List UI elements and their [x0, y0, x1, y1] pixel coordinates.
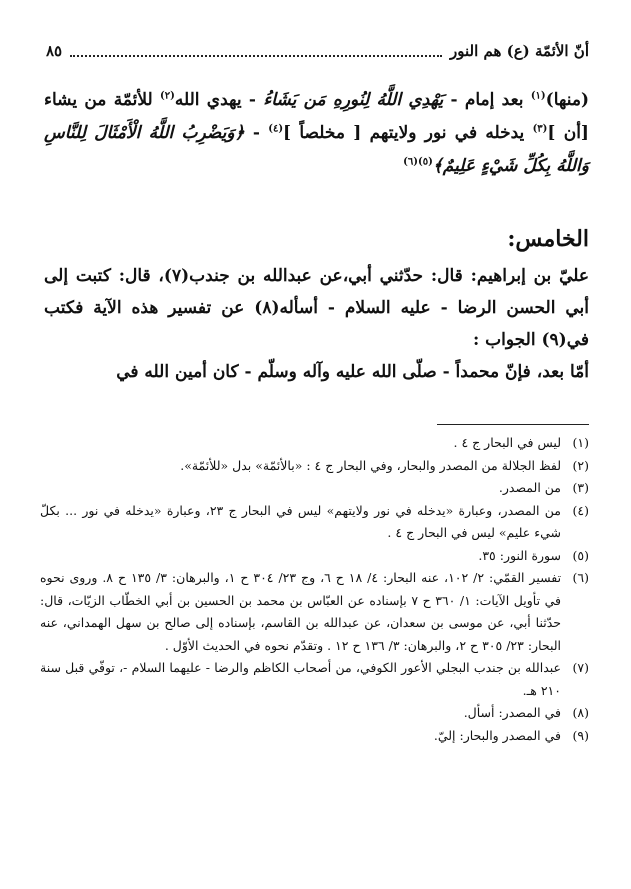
footnote-number: (٩) [572, 727, 589, 743]
footnote-text: تفسير القمّي: ٢/ ١٠٢، عنه البحار: ٤/ ١٨ ح ٦، وج ٢٣/ ٣٠٤ ح ١، والبرهان: ٣/ ١٣٥ ح ٨. وروى نحوه في تأويل الآيات: ١/ ٣٦٠ ح ٧ بإسناده عن العبّاس بن محمد بن الحسين بن أبي الخطّاب الزيّات، قال: حدّثنا أبي، عن موسى بن سعدان، عن عبدالله بن القاسم، بإسناده إلى صالح بن سهل الهمداني، عنه البحار: ٢٣/ ٣٠٥ ح ٢، والبرهان: ٣/ ١٣٦ ح ١٢ . وتقدّم نحوه في الحديث الأوّل . [40, 570, 562, 653]
footnote-number: (١) [572, 435, 589, 450]
footnote-ref-5: (٥) [417, 156, 433, 168]
footnote-ref-3: (٣) [532, 123, 548, 135]
footnote-ref-2: (٢) [160, 90, 175, 102]
text-segment: بعد إمام - [443, 90, 531, 110]
footnote-text: لفظ الجلالة من المصدر والبحار، وفي البحار ج ٤ : «بالأئمّة» بدل «للأئمّة». [180, 457, 561, 473]
footnote-ref-6: (٦) [403, 156, 418, 168]
footnote-number: (٢) [572, 457, 589, 473]
header-title: أنّ الأئمّة (ع) هم النور [450, 42, 589, 60]
quran-verse-1: يَهْدِي اللَّهُ لِنُورِهِ مَن يَشَاءُ [263, 90, 444, 110]
header-dot-leader [70, 45, 442, 57]
running-header [46, 36, 589, 66]
text-segment: (منها) [545, 90, 589, 110]
paragraph-1 [44, 84, 589, 183]
section-paragraph-2: أمّا بعد، فإنّ محمداً - صلّى الله عليه وآله وسلّم - كان أمين الله في [116, 362, 589, 382]
footnote-ref-4: (٤) [268, 123, 284, 135]
footnote-item [40, 545, 589, 568]
quran-verse-2: ﴿وَيَضْرِبُ اللَّهُ الْأَمْثَالَ لِلنَّاسِ وَاللَّهُ بِكُلِّ شَيْءٍ عَلِيمٌ﴾ [44, 123, 589, 176]
page-number: ٨٥ [46, 42, 63, 60]
footnote-text: من المصدر. [498, 480, 561, 495]
text-segment: للأئمّة من يشاء [أن ] [44, 90, 589, 143]
footnote-number: (٣) [572, 480, 589, 495]
footnote-text: في المصدر: أسأل. [463, 705, 561, 720]
text-segment: - [244, 123, 269, 143]
quran-verse-2-text: وَيَضْرِبُ اللَّهُ الْأَمْثَالَ لِلنَّاسِ وَاللَّهُ بِكُلِّ شَيْءٍ عَلِيمٌ [44, 123, 589, 176]
main-paragraph [44, 84, 589, 183]
footnote-text: سورة النور: ٣٥. [478, 547, 561, 563]
footnote-text: عبدالله بن جندب البجلي الأعور الكوفي، من أصحاب الكاظم والرضا - عليهما السلام -، توفّي قبل سنة ٢١٠ هـ. [40, 660, 561, 698]
text-segment: - يهدي الله [174, 90, 264, 110]
footnote-item [40, 500, 589, 545]
footnote-number: (٧) [572, 660, 589, 675]
section-paragraph-1: عليّ بن إبراهيم: قال: حدّثني أبي،عن عبدالله بن جندب(٧)، قال: كتبت إلى أبي الحسن الرضا - عليه السلام - أسأله(٨) عن تفسير هذه الآية فكتب في(٩) الجواب : [44, 266, 590, 350]
footnote-number: (٨) [572, 705, 589, 720]
footnote-item [40, 455, 589, 478]
footnote-item [40, 432, 589, 455]
footnote-text: من المصدر، وعبارة «يدخله في نور ولايتهم» ليس في البحار ج ٢٣، وعبارة «يدخله في نور ... بكلّ شيء عليم» ليس في البحار ج ٤ . [40, 502, 561, 540]
text-segment: يدخله في نور ولايتهم [ مخلصاً ] [283, 123, 533, 143]
footnote-number: (٤) [572, 502, 589, 518]
footnote-number: (٥) [572, 547, 589, 563]
footnote-item [40, 657, 589, 702]
footnote-divider [437, 424, 589, 425]
section-body [44, 260, 589, 388]
footnotes-list [40, 432, 589, 747]
footnote-text: ليس في البحار ج ٤ . [453, 435, 561, 450]
footnote-item [40, 702, 589, 725]
footnote-ref-1: (١) [530, 90, 546, 102]
footnote-item [40, 725, 589, 748]
footnote-item [40, 477, 589, 500]
footnote-number: (٦) [572, 570, 589, 585]
footnote-text: في المصدر والبحار: إليّ. [433, 727, 561, 743]
section-heading: الخامس: [507, 226, 589, 252]
footnote-item [40, 567, 589, 657]
